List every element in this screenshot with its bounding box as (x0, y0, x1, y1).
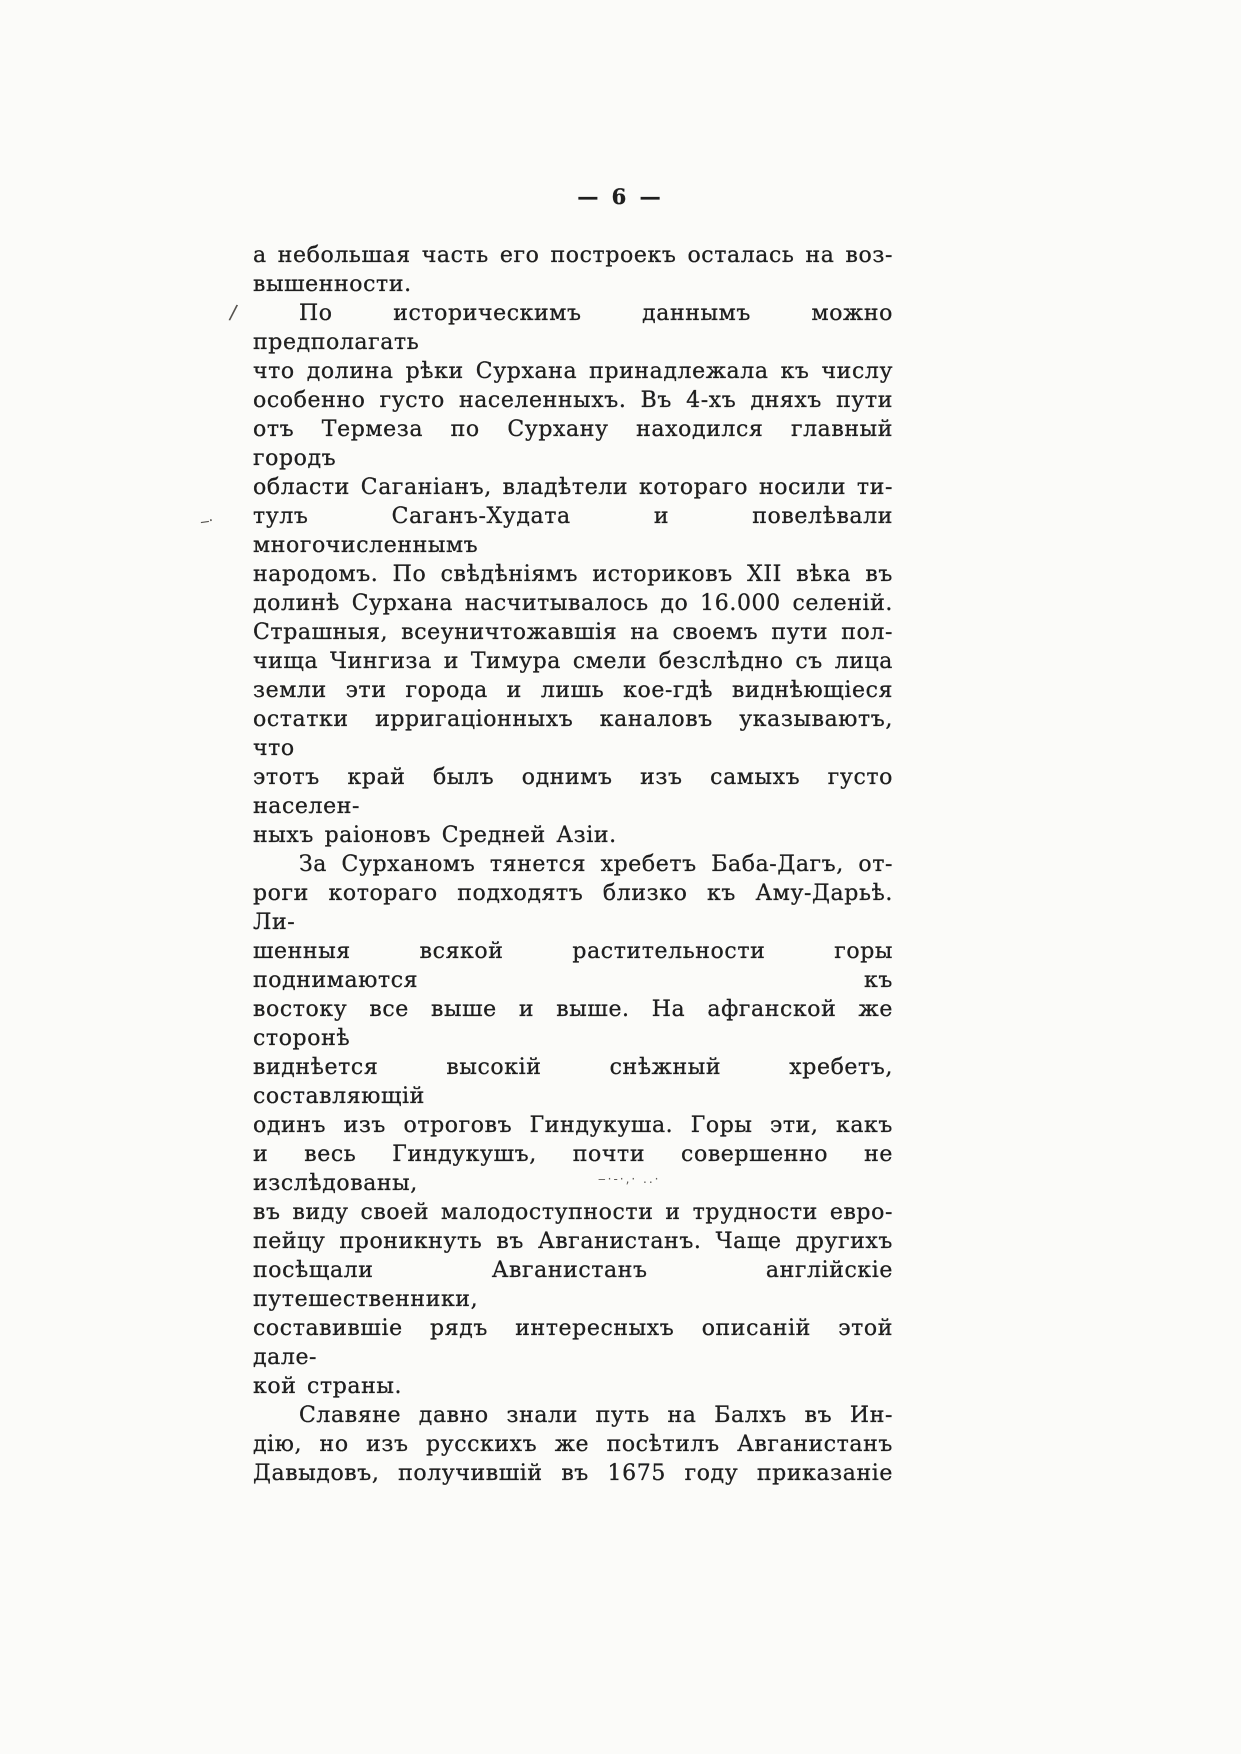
paragraph (253, 850, 893, 1401)
text-line: кой страны. (253, 1374, 403, 1399)
text-line: въ виду своей малодоступности и трудности евро- (253, 1200, 893, 1225)
text-line: востоку все выше и выше. На афганской же сторонѣ (253, 997, 893, 1051)
text-line: Давыдовъ, получившій въ 1675 году приказаніе (253, 1461, 893, 1486)
text-block (253, 241, 893, 1488)
text-line: Страшныя, всеуничтожавшія на своемъ пути пол- (253, 620, 893, 645)
text-line: Славяне давно знали путь на Балхъ въ Ин- (299, 1403, 893, 1428)
text-line: земли эти города и лишь кое-гдѣ виднѣющіеся (253, 678, 893, 703)
text-line: чища Чингиза и Тимура смели безслѣдно съ лица (253, 649, 893, 674)
scan-artifact-smudge: ‒·-·,· ..· (598, 1172, 661, 1186)
paragraph (253, 299, 893, 850)
text-line: отъ Термеза по Сурхану находился главный городъ (253, 417, 893, 471)
paragraph (253, 241, 893, 299)
text-line: тулъ Саганъ-Худата и повелѣвали многочисленнымъ (253, 504, 893, 558)
text-line: ныхъ раіоновъ Средней Азіи. (253, 823, 617, 848)
text-line: особенно густо населенныхъ. Въ 4-хъ дняхъ пути (253, 388, 893, 413)
text-line: шенныя всякой растительности горы поднимаются къ (253, 939, 893, 993)
text-line: и весь Гиндукушъ, почти совершенно не изслѣдованы, (253, 1142, 893, 1196)
text-line: составившіе рядъ интересныхъ описаній этой дале- (253, 1316, 893, 1370)
text-line: По историческимъ даннымъ можно предполагать (253, 301, 893, 355)
text-line: народомъ. По свѣдѣніямъ историковъ XII вѣка въ (253, 562, 893, 587)
page-number: — 6 — (577, 184, 664, 209)
text-line: дію, но изъ русскихъ же посѣтилъ Авганистанъ (253, 1432, 893, 1457)
text-line: остатки ирригаціонныхъ каналовъ указываютъ, что (253, 707, 893, 761)
text-line: пейцу проникнуть въ Авганистанъ. Чаще другихъ (253, 1229, 893, 1254)
text-line: области Саганіанъ, владѣтели котораго носили ти- (253, 475, 893, 500)
text-line: вышенности. (253, 272, 412, 297)
text-line: что долина рѣки Сурхана принадлежала къ числу (253, 359, 893, 384)
text-line: а небольшая часть его построекъ осталась на воз- (253, 243, 893, 268)
scan-artifact-dash: ‒· (198, 511, 214, 531)
text-line: роги котораго подходятъ близко къ Аму-Дарьѣ. Ли- (253, 881, 893, 935)
text-line: виднѣется высокій снѣжный хребетъ, составляющій (253, 1055, 893, 1109)
text-line: долинѣ Сурхана насчитывалось до 16.000 селеній. (253, 591, 893, 616)
text-line: посѣщали Авганистанъ англійскіе путешественники, (253, 1258, 893, 1312)
text-line: За Сурханомъ тянется хребетъ Баба-Дагъ, от- (299, 852, 893, 877)
text-line: этотъ край былъ однимъ изъ самыхъ густо населен- (253, 765, 893, 819)
scan-artifact-slash: / (227, 299, 239, 325)
paragraph (253, 1401, 893, 1488)
text-line: одинъ изъ отроговъ Гиндукуша. Горы эти, какъ (253, 1113, 893, 1138)
